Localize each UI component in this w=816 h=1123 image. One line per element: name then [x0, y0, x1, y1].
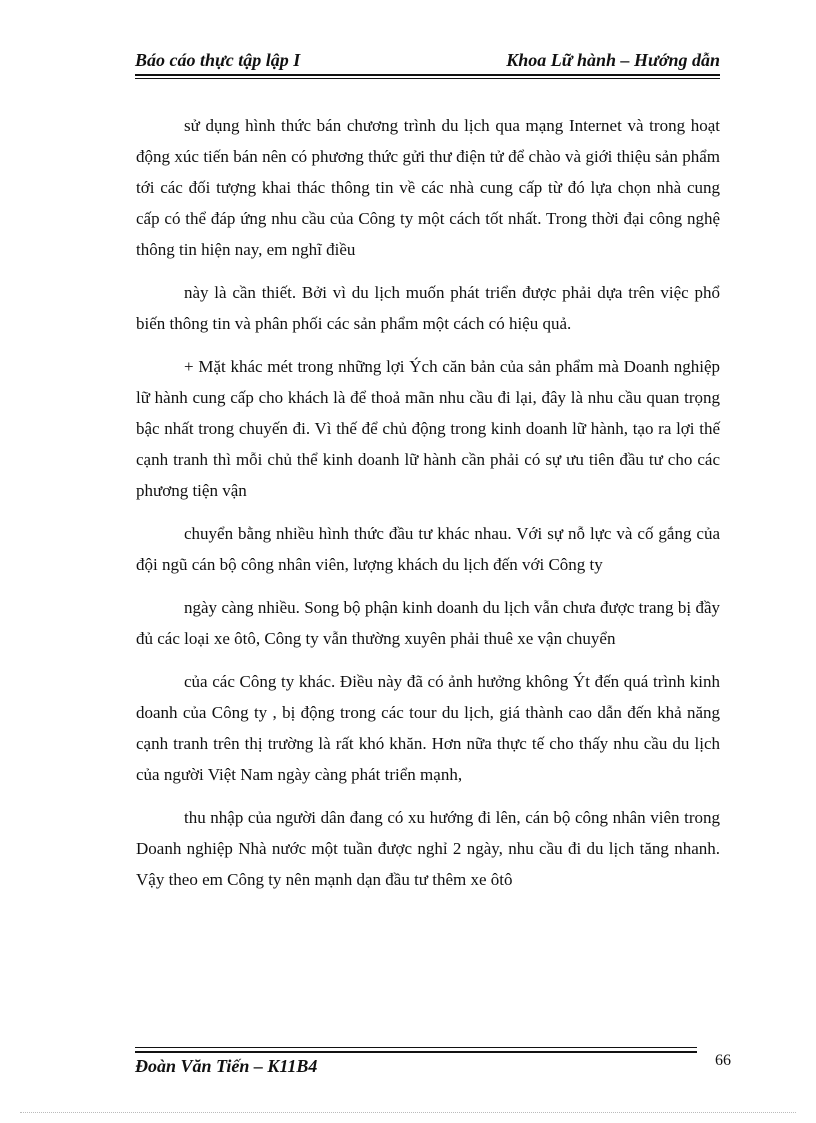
page-body [136, 110, 720, 895]
page-edge-divider [20, 1112, 796, 1113]
paragraph: này là cần thiết. Bởi vì du lịch muốn phát triển được phải dựa trên việc phổ biến thông tin và phân phối các sản phẩm một cách có hiệu quả. [136, 283, 720, 333]
paragraph: thu nhập của người dân đang có xu hướng đi lên, cán bộ công nhân viên trong Doanh nghiệp Nhà nước một tuần được nghỉ 2 ngày, nhu cầu đi du lịch tăng nhanh. Vậy theo em Công ty nên mạnh dạn đầu tư thêm xe ôtô [136, 808, 720, 889]
paragraph: + Mặt khác mét trong những lợi Ých căn bản của sản phẩm mà Doanh nghiệp lữ hành cung cấp cho khách là để thoả mãn nhu cầu đi lại, đây là nhu cầu quan trọng bậc nhất trong chuyến đi. Vì thế để chủ động trong kinh doanh lữ hành, tạo ra lợi thế cạnh tranh thì mỗi chủ thể kinh doanh lữ hành cần phải có sự ưu tiên đầu tư cho các phương tiện vận [136, 357, 720, 500]
paragraph: sử dụng hình thức bán chương trình du lịch qua mạng Internet và trong hoạt động xúc tiến bán nên có phương thức gửi thư điện tử để chào và giới thiệu sản phẩm tới các đối tượng khai thác thông tin về các nhà cung cấp từ đó lựa chọn nhà cung cấp có thể đáp ứng nhu cầu của Công ty một cách tốt nhất. Trong thời đại công nghệ thông tin hiện nay, em nghĩ điều [136, 116, 720, 259]
header-report-title: Báo cáo thực tập lập I [135, 50, 301, 70]
page-footer [135, 1047, 735, 1077]
footer-rule-thin [135, 1047, 697, 1048]
footer-author: Đoàn Văn Tiến – K11B4 [135, 1056, 318, 1076]
paragraph: chuyển bằng nhiều hình thức đầu tư khác nhau. Với sự nỗ lực và cố gắng của đội ngũ cán bộ công nhân viên, lượng khách du lịch đến với Công ty [136, 524, 720, 574]
page-header [135, 48, 720, 76]
paragraph: ngày càng nhiều. Song bộ phận kinh doanh du lịch vẫn chưa được trang bị đầy đủ các loại xe ôtô, Công ty vẫn thường xuyên phải thuê xe vận chuyển [136, 598, 720, 648]
footer-rule-thick [135, 1051, 697, 1053]
header-rule-thick [135, 74, 720, 76]
header-rule-thin [135, 78, 720, 79]
paragraph: của các Công ty khác. Điều này đã có ảnh hưởng không Ýt đến quá trình kinh doanh của Công ty , bị động trong các tour du lịch, giá thành cao dẫn đến khả năng cạnh tranh trên thị trường là rất khó khăn. Hơn nữa thực tế cho thấy nhu cầu du lịch của người Việt Nam ngày càng phát triển mạnh, [136, 672, 720, 784]
header-department: Khoa Lữ hành – Hướng dẫn [506, 50, 720, 70]
page-number: 66 [715, 1052, 731, 1069]
